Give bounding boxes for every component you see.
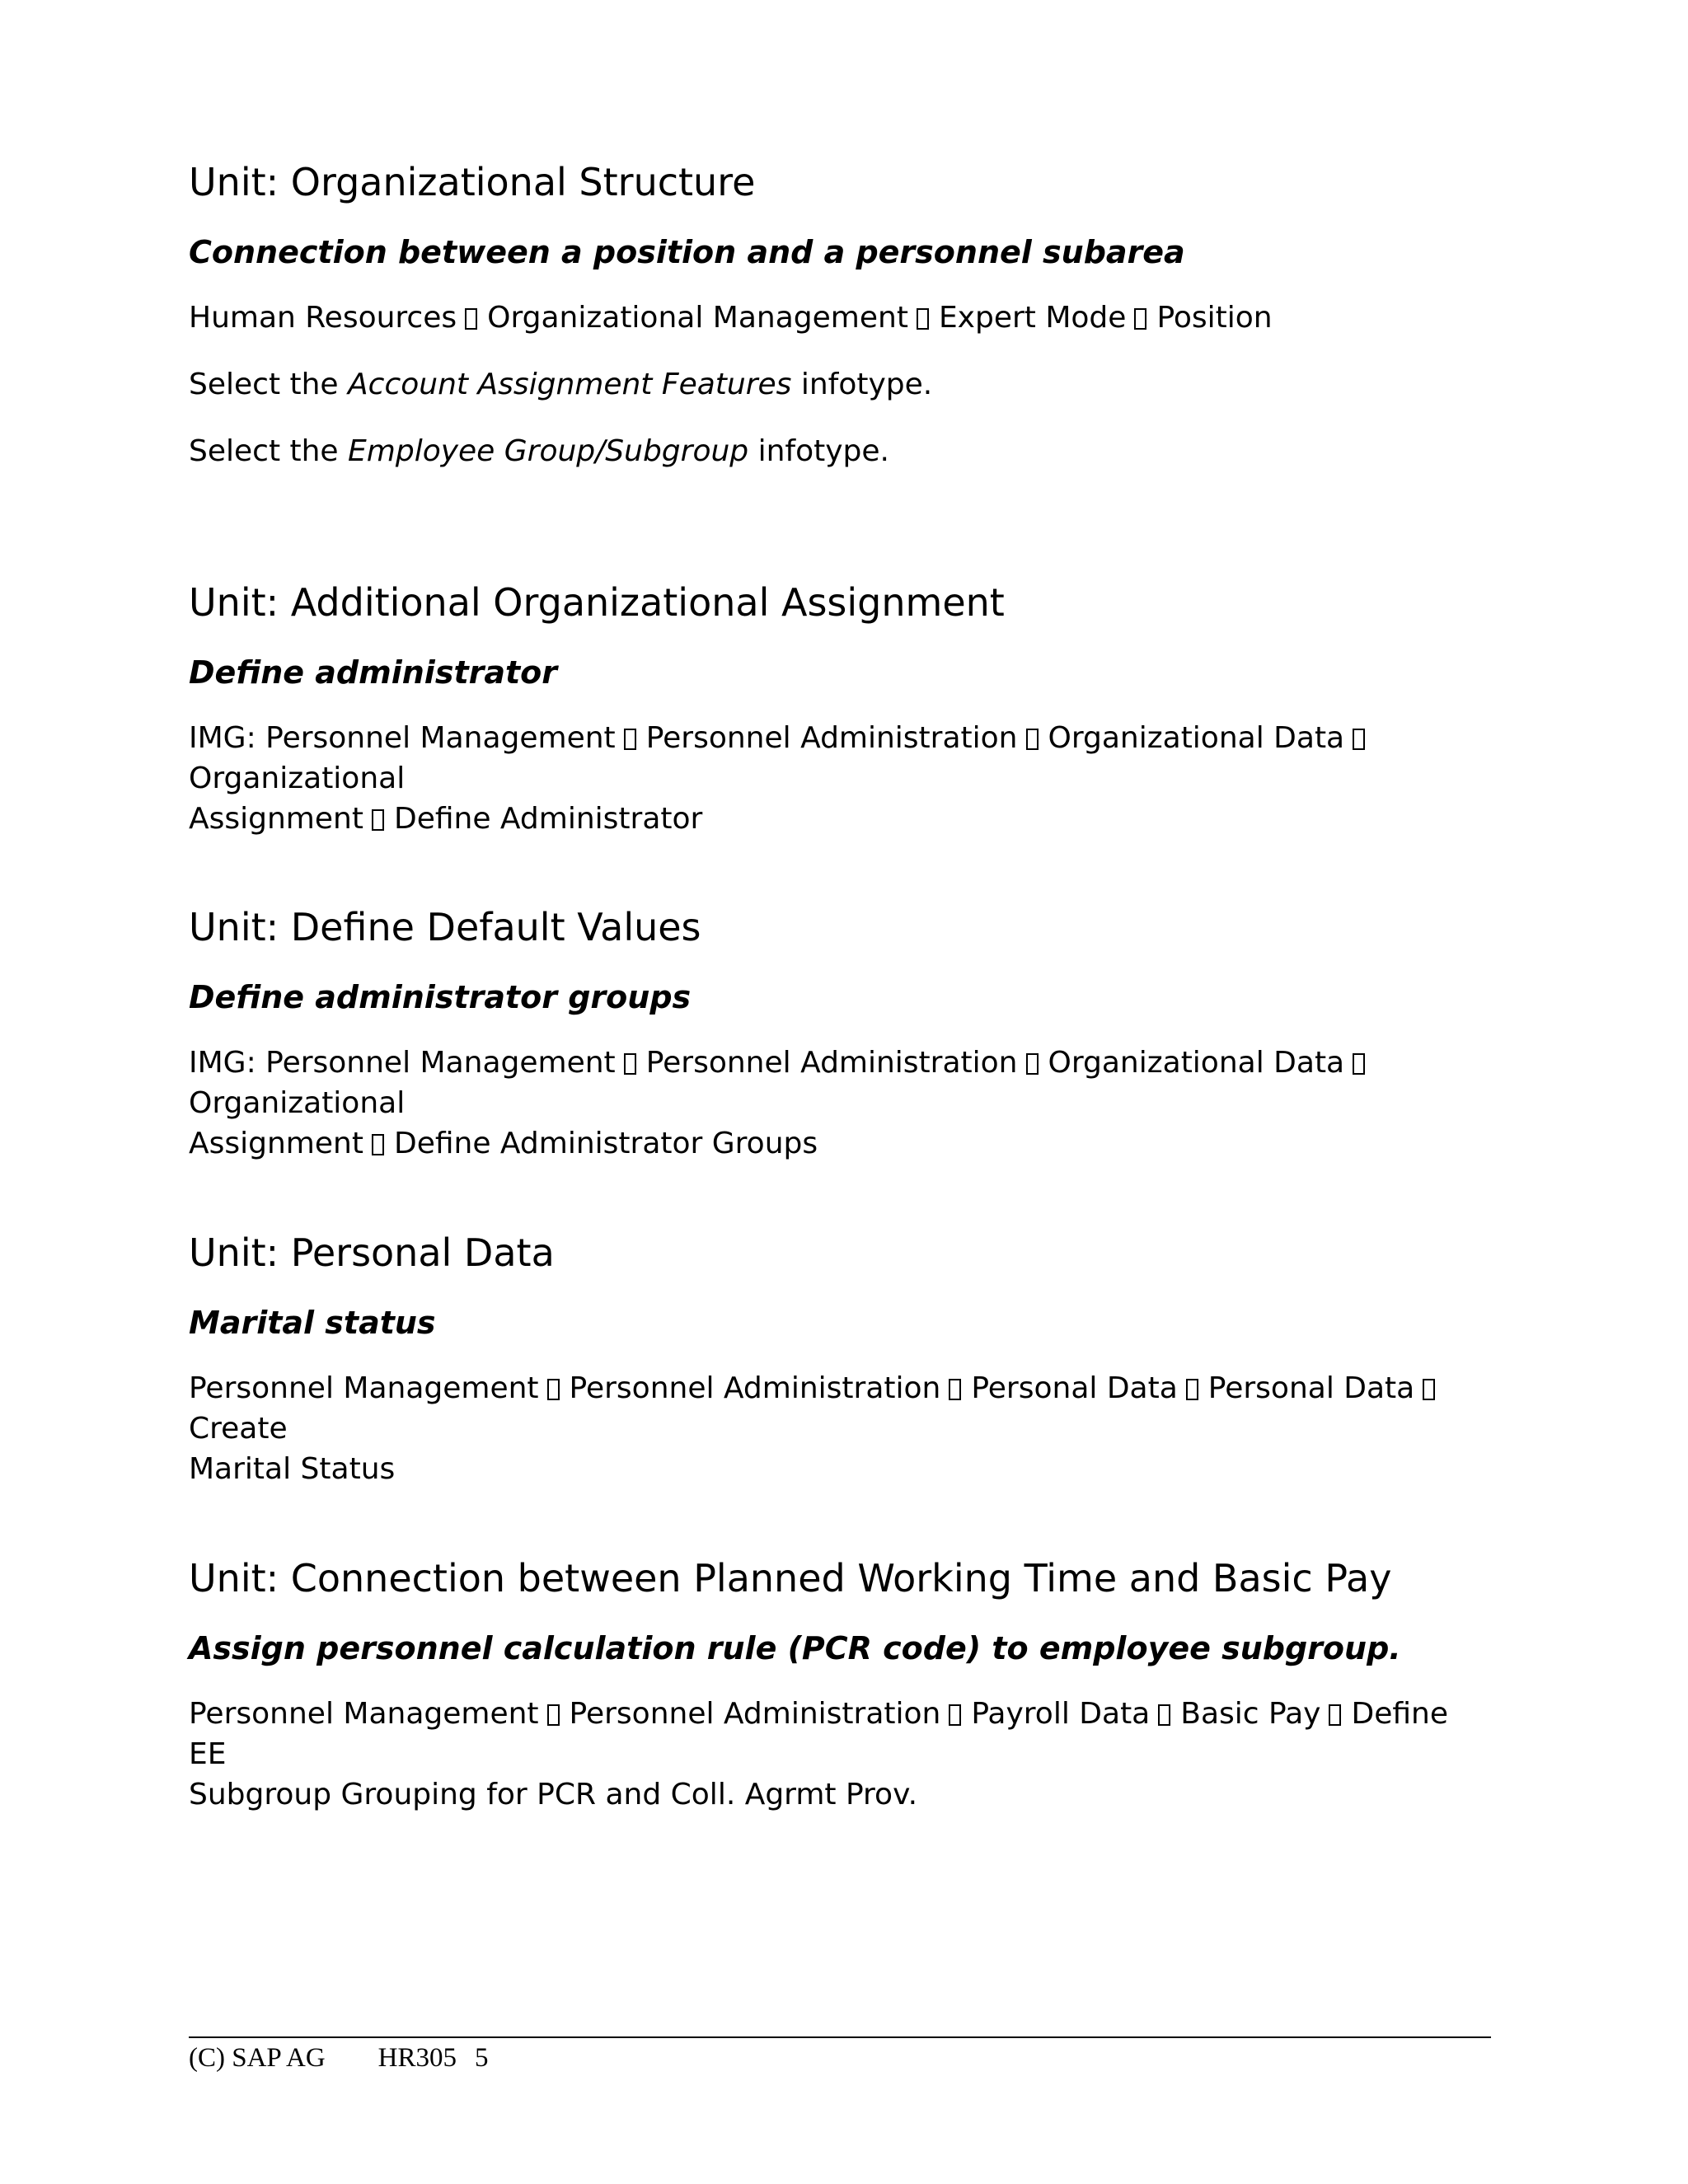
path-step: Organizational [189,1086,406,1120]
path-step: Personnel Administration [569,1371,941,1405]
path-arrow-icon [1026,1053,1039,1075]
unit-title: Unit: Define Default Values [189,905,701,949]
infotype-name: Employee Group/Subgroup [348,434,749,468]
path-arrow-icon [1134,308,1146,330]
path-arrow-icon [372,809,384,831]
path-step: Position [1156,301,1273,335]
path-step: Personal Data [971,1371,1178,1405]
footer-copyright: (C) SAP AG [189,2043,326,2073]
section-planned-working-time-basic-pay [189,1555,1491,1815]
menu-path [189,718,1491,839]
path-step: Create [189,1412,288,1446]
path-arrow-icon [624,1053,636,1075]
path-step: IMG: Personnel Management [189,1046,616,1080]
unit-title: Unit: Organizational Structure [189,160,756,204]
menu-path [189,298,1491,338]
path-step: Marital Status [189,1452,396,1486]
infotype-name: Account Assignment Features [348,368,792,401]
footer-course-code: HR305 [377,2043,457,2073]
path-step: Personal Data [1207,1371,1415,1405]
path-step: Personnel Administration [645,721,1018,755]
topic-title: Connection between a position and a personnel subarea [189,234,1185,270]
unit-title: Unit: Personal Data [189,1230,555,1275]
path-step: Assignment [189,802,363,836]
path-arrow-icon [372,1134,384,1155]
topic-title: Marital status [189,1305,436,1341]
section-additional-organizational-assignment [189,579,1491,839]
path-step: Personnel Management [189,1697,539,1731]
path-arrow-icon [1329,1704,1341,1726]
path-arrow-icon [1026,729,1039,750]
page-footer [189,2041,489,2074]
menu-path [189,1694,1491,1815]
path-step: Organizational Management [487,301,908,335]
path-step: Organizational [189,762,406,795]
path-step: Personnel Administration [645,1046,1018,1080]
instruction-prefix: Select the [189,434,349,468]
unit-title: Unit: Connection between Planned Working Time and Basic Pay [189,1556,1392,1601]
path-step: Define Administrator [393,802,703,836]
path-arrow-icon [624,729,636,750]
footer-page-number: 5 [475,2043,489,2073]
section-personal-data [189,1230,1491,1489]
topic-title: Define administrator groups [189,979,692,1015]
path-step: IMG: Personnel Management [189,721,616,755]
path-step: Personnel Administration [569,1697,941,1731]
instruction-text [189,364,1491,405]
section-organizational-structure [189,159,1491,471]
path-arrow-icon [1186,1379,1198,1400]
path-arrow-icon [1158,1704,1170,1726]
path-arrow-icon [1353,729,1365,750]
menu-path [189,1043,1491,1164]
unit-title: Unit: Additional Organizational Assignment [189,580,1005,625]
topic-title: Define administrator [189,654,558,691]
path-step: Expert Mode [938,301,1127,335]
path-step: Subgroup Grouping for PCR and Coll. Agrmt Prov. [189,1778,918,1811]
instruction-prefix: Select the [189,368,349,401]
path-step: Assignment [189,1127,363,1160]
path-step: Define EE [189,1697,1448,1771]
path-arrow-icon [917,308,929,330]
path-step: Basic Pay [1180,1697,1321,1731]
path-arrow-icon [465,308,477,330]
topic-title: Assign personnel calculation rule (PCR code) to employee subgroup. [189,1630,1401,1666]
footer-divider [189,2036,1491,2038]
path-step: Personnel Management [189,1371,539,1405]
instruction-suffix: infotype. [748,434,889,468]
path-step: Human Resources [189,301,457,335]
path-step: Payroll Data [971,1697,1151,1731]
path-step: Organizational Data [1048,721,1345,755]
section-define-default-values [189,904,1491,1164]
instruction-suffix: infotype. [791,368,933,401]
path-arrow-icon [949,1704,961,1726]
path-arrow-icon [547,1379,560,1400]
path-arrow-icon [1353,1053,1365,1075]
path-arrow-icon [1423,1379,1435,1400]
path-step: Define Administrator Groups [393,1127,818,1160]
path-arrow-icon [547,1704,560,1726]
path-arrow-icon [949,1379,961,1400]
path-step: Organizational Data [1048,1046,1345,1080]
instruction-text [189,431,1491,471]
menu-path [189,1368,1491,1489]
